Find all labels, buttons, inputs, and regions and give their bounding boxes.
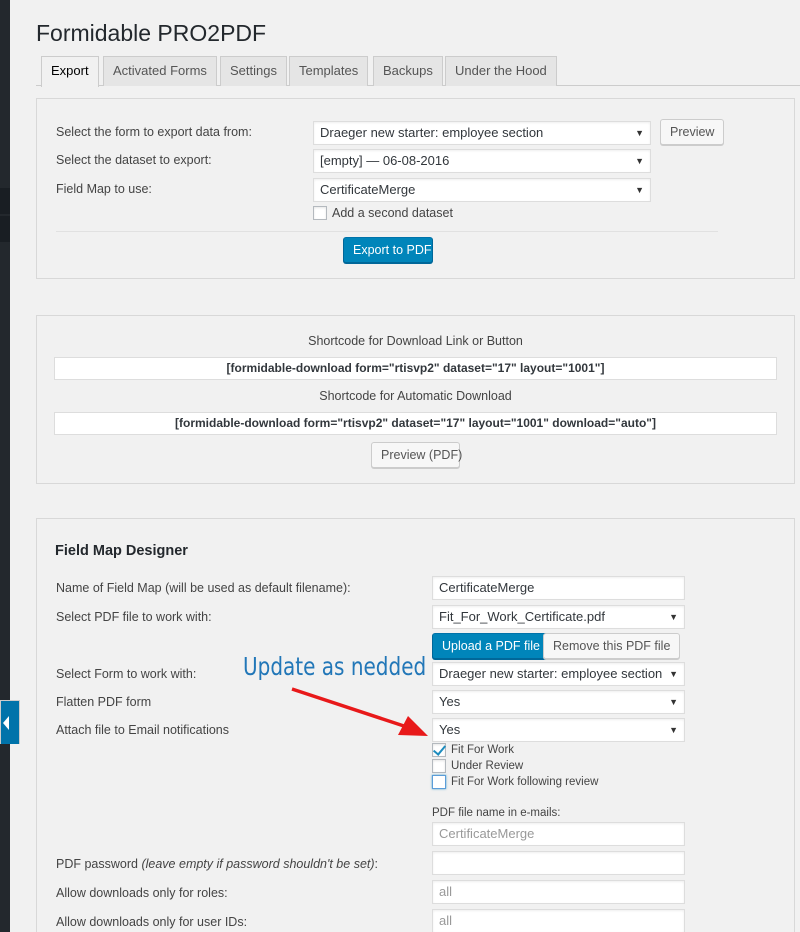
name-label: Name of Field Map (will be used as default filename): [56,581,351,595]
password-label-text: PDF password [56,857,138,871]
password-note: (leave empty if password shouldn't be set) [141,857,375,871]
option-label: Under Review [451,760,524,772]
upload-pdf-button[interactable]: Upload a PDF file [432,633,550,659]
password-colon: : [374,857,379,871]
chevron-down-icon: ▼ [669,697,678,707]
form-select-value: Draeger new starter: employee section [320,125,544,140]
option-label: Fit For Work [451,744,515,756]
attach-select-value: Yes [439,722,461,737]
tab-settings[interactable]: Settings [220,56,287,86]
export-to-pdf-button[interactable]: Export to PDF [343,237,433,263]
tab-export[interactable]: Export [41,56,99,87]
tab-activated-forms[interactable]: Activated Forms [103,56,217,86]
preview-button[interactable]: Preview [660,119,724,145]
filename-input[interactable]: CertificateMerge [432,822,685,846]
chevron-down-icon: ▼ [669,669,678,679]
auto-shortcode[interactable]: [formidable-download form="rtisvp2" dataset="17" layout="1001" download="auto"] [54,412,777,435]
second-dataset-label: Add a second dataset [332,206,453,220]
designer-heading: Field Map Designer [55,543,188,559]
dataset-label: Select the dataset to export: [56,153,212,167]
chevron-down-icon: ▼ [635,128,644,138]
tab-backups[interactable]: Backups [373,56,443,86]
pdf-label: Select PDF file to work with: [56,610,212,624]
user-ids-input[interactable]: all [432,909,685,932]
option-label: Fit For Work following review [451,776,599,788]
annotation-text: Update as nedded [243,652,427,681]
designer-form-label: Select Form to work with: [56,667,197,681]
designer-form-select-value: Draeger new starter: employee section [439,666,663,681]
chevron-down-icon: ▼ [669,725,678,735]
filename-label: PDF file name in e-mails: [432,807,561,819]
fieldmap-select-value: CertificateMerge [320,182,416,197]
form-label: Select the form to export data from: [56,125,252,139]
flatten-label: Flatten PDF form [56,695,152,709]
fieldmap-label: Field Map to use: [56,182,152,196]
download-shortcode-title: Shortcode for Download Link or Button [308,334,523,348]
pdf-select-value: Fit_For_Work_Certificate.pdf [439,609,605,624]
remove-pdf-button[interactable]: Remove this PDF file [543,633,680,659]
attach-label: Attach file to Email notifications [56,723,229,737]
chevron-down-icon: ▼ [669,612,678,622]
download-shortcode[interactable]: [formidable-download form="rtisvp2" dataset="17" layout="1001"] [54,357,777,380]
tab-templates[interactable]: Templates [289,56,368,86]
dataset-select-value: [empty] — 06-08-2016 [320,153,450,168]
preview-pdf-button[interactable]: Preview (PDF) [371,442,460,468]
chevron-down-icon: ▼ [635,185,644,195]
auto-shortcode-title: Shortcode for Automatic Download [319,389,512,403]
roles-label: Allow downloads only for roles: [56,886,228,900]
fieldmap-name-input[interactable]: CertificateMerge [432,576,685,600]
roles-input[interactable]: all [432,880,685,904]
flatten-select-value: Yes [439,694,461,709]
chevron-down-icon: ▼ [635,156,644,166]
page-title: Formidable PRO2PDF [36,20,267,46]
user-ids-label: Allow downloads only for user IDs: [56,915,248,929]
tab-under-the-hood[interactable]: Under the Hood [445,56,557,86]
